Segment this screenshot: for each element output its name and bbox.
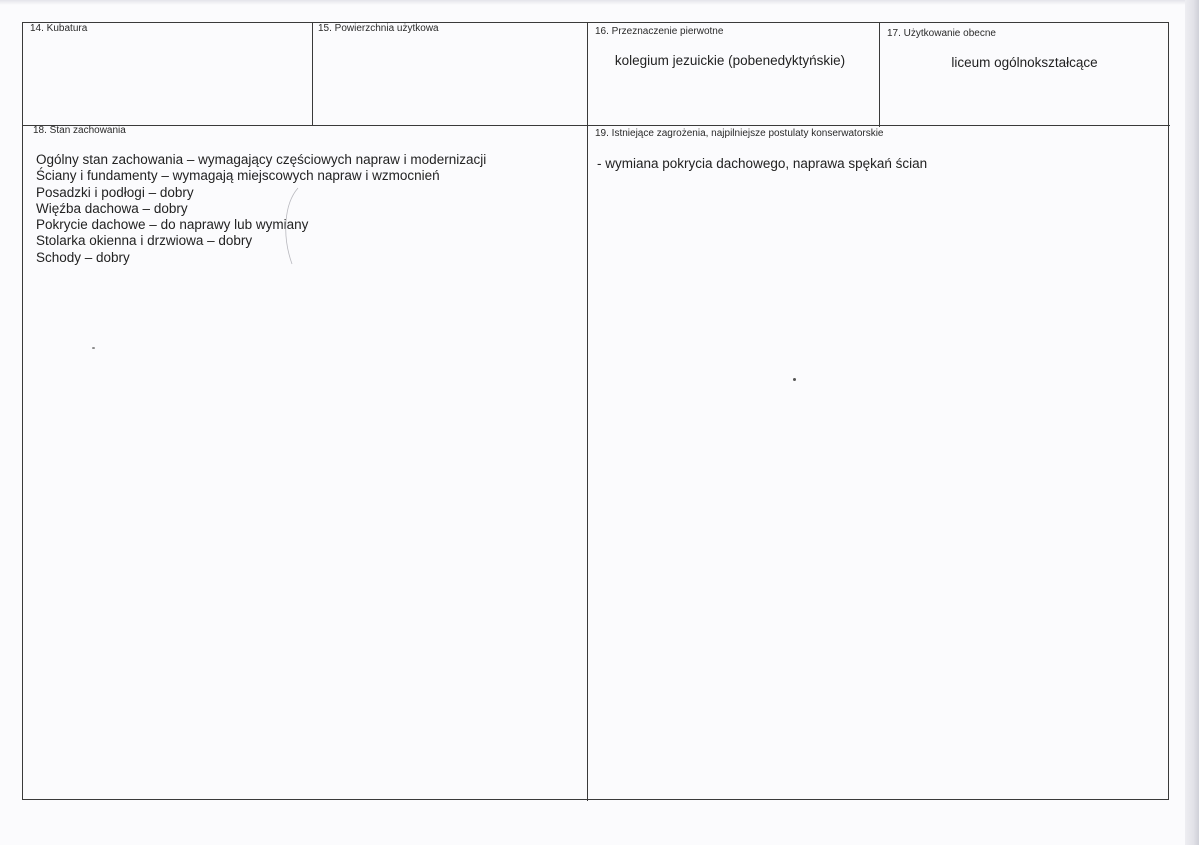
scan-speck	[793, 378, 796, 381]
field-uzytkowanie-label: 17. Użytkowanie obecne	[887, 28, 996, 39]
field-przeznaczenie-value: kolegium jezuickie (pobenedyktyńskie)	[614, 53, 846, 68]
field-powierzchnia	[312, 23, 587, 125]
field-zagrozenia	[587, 125, 1170, 801]
state-item: Ściany i fundamenty – wymagają miejscowych napraw i wzmocnień	[36, 168, 440, 184]
record-card-form	[22, 22, 1169, 800]
state-item: Ogólny stan zachowania – wymagający częściowych napraw i modernizacji	[36, 152, 487, 167]
pencil-mark	[278, 186, 300, 266]
state-item: Stolarka okienna i drzwiowa – dobry	[36, 233, 253, 249]
field-przeznaczenie	[587, 23, 879, 125]
state-item: Pokrycie dachowe – do naprawy lub wymiany	[36, 217, 309, 233]
scan-edge-right	[1185, 0, 1199, 845]
field-kubatura-label: 14. Kubatura	[30, 23, 88, 34]
field-uzytkowanie-value: liceum ogólnokształcące	[951, 55, 1098, 70]
field-uzytkowanie	[879, 23, 1170, 125]
field-zagrozenia-value: - wymiana pokrycia dachowego, naprawa spękań ścian	[597, 156, 928, 171]
scan-speck	[92, 347, 95, 349]
field-stan-label: 18. Stan zachowania	[33, 125, 126, 136]
field-przeznaczenie-label: 16. Przeznaczenie pierwotne	[595, 26, 724, 37]
state-item: Posadzki i podłogi – dobry	[36, 184, 194, 200]
state-item: Schody – dobry	[36, 249, 130, 265]
state-item: Więźba dachowa – dobry	[36, 200, 188, 216]
field-zagrozenia-label: 19. Istniejące zagrożenia, najpilniejsze postulaty konserwatorskie	[595, 128, 884, 139]
field-powierzchnia-label: 15. Powierzchnia użytkowa	[318, 23, 439, 34]
state-list	[36, 152, 486, 266]
field-kubatura	[23, 23, 312, 125]
scan-edge-top	[0, 0, 1199, 5]
